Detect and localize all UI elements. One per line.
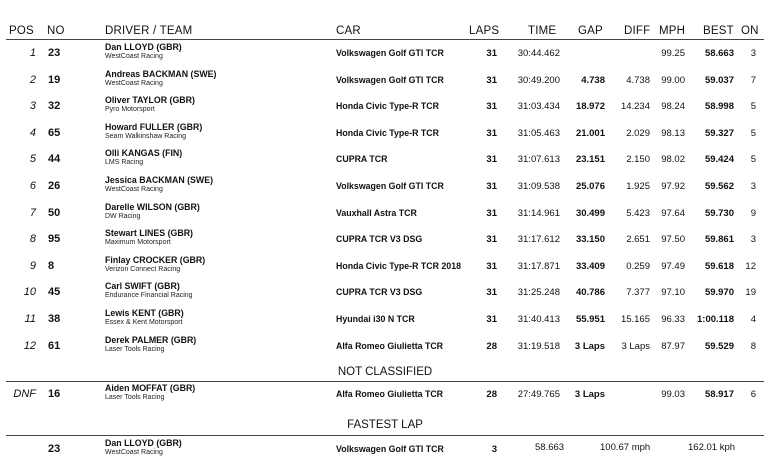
cell-diff: 2.029 [626,127,650,139]
cell-laps: 31 [486,154,497,166]
cell-gap: 33.409 [575,260,605,272]
header-gap: GAP [578,25,603,37]
cell-time: 31:05.463 [517,127,560,139]
table-row [0,93,770,120]
cell-driver: Oliver TAYLOR (GBR) [105,95,195,106]
cell-driver: Carl SWIFT (GBR) [105,281,180,292]
cell-diff: 2.150 [626,154,650,166]
header-car: CAR [336,25,361,37]
fastest-no: 23 [48,443,61,455]
cell-on: 5 [750,154,756,166]
cell-pos: 5 [29,153,36,166]
cell-pos: 8 [29,233,36,246]
header-pos: POS [9,25,34,37]
table-row [0,67,770,94]
fastest-driver: Dan LLOYD (GBR) [105,438,182,448]
cell-mph: 99.25 [661,48,685,59]
cell-no: 19 [48,73,61,86]
cell-gap: 33.150 [575,234,605,246]
cell-driver: Jessica BACKMAN (SWE) [105,175,214,185]
cell-mph: 97.50 [661,234,685,246]
cell-on: 4 [750,314,756,325]
cell-diff: 15.165 [620,314,650,325]
header-laps: LAPS [469,25,500,37]
dnf-time: 27:49.765 [517,389,560,400]
dnf-team: Laser Tools Racing [105,394,165,401]
table-row [0,306,770,333]
cell-gap: 40.786 [575,287,605,299]
cell-gap: 4.738 [581,74,605,86]
cell-gap: 3 Laps [574,340,605,352]
cell-gap: 18.972 [575,101,605,113]
cell-driver: Derek PALMER (GBR) [105,334,197,345]
cell-team: Pyro Motorsport [105,106,155,114]
dnf-on: 6 [750,389,756,400]
cell-mph: 98.02 [661,154,685,166]
cell-time: 31:40.413 [517,314,560,325]
cell-laps: 31 [486,234,497,246]
cell-mph: 87.97 [661,340,685,352]
cell-gap: 25.076 [575,181,605,192]
cell-on: 5 [750,127,756,139]
cell-no: 26 [48,180,61,192]
cell-no: 44 [48,153,61,166]
cell-driver: Olli KANGAS (FIN) [105,148,183,159]
dnf-best: 58.917 [704,389,734,400]
dnf-no: 16 [48,388,61,400]
cell-team: WestCoast Racing [105,79,163,87]
header-no: NO [47,25,65,37]
fastest-mph: 100.67 mph [600,442,651,453]
cell-pos: 6 [29,180,36,192]
cell-team: WestCoast Racing [105,53,163,60]
dnf-laps: 28 [486,389,497,400]
header-diff: DIFF [624,25,651,37]
cell-laps: 31 [486,127,497,139]
dnf-gap: 3 Laps [574,389,605,400]
cell-team: LMS Racing [105,159,144,167]
cell-best: 58.998 [704,101,734,113]
cell-car: Volkswagen Golf GTI TCR [336,181,444,191]
cell-laps: 31 [486,260,497,272]
fastest-lap-title: FASTEST LAP [347,419,423,431]
cell-driver: Finlay CROCKER (GBR) [105,254,206,265]
cell-driver: Lewis KENT (GBR) [105,308,184,318]
cell-driver: Howard FULLER (GBR) [105,121,203,132]
fastest-kph: 162.01 kph [688,442,736,453]
cell-no: 38 [48,313,61,325]
cell-car: Volkswagen Golf GTI TCR [336,74,444,85]
cell-time: 30:44.462 [517,48,560,59]
cell-car: Alfa Romeo Giulietta TCR [336,340,444,351]
cell-best: 59.730 [704,207,734,219]
cell-car: CUPRA TCR V3 DSG [336,287,423,298]
cell-diff: 14.234 [620,101,650,113]
cell-on: 7 [750,74,756,86]
cell-car: Vauxhall Astra TCR [336,207,417,218]
cell-no: 45 [48,286,61,299]
table-row [0,226,770,253]
cell-best: 59.970 [704,287,734,299]
cell-gap: 55.951 [575,314,605,325]
cell-laps: 31 [486,207,497,219]
cell-pos: 11 [24,313,36,325]
cell-on: 19 [745,287,756,299]
cell-laps: 31 [486,287,497,299]
cell-pos: 7 [29,206,36,219]
cell-no: 65 [48,126,61,139]
dnf-mph: 99.03 [661,389,685,400]
cell-diff: 0.259 [626,260,650,272]
table-row [0,146,770,173]
cell-mph: 98.13 [661,127,685,139]
cell-no: 8 [48,259,55,272]
cell-car: CUPRA TCR V3 DSG [336,234,423,245]
cell-pos: 12 [23,339,36,352]
dnf-pos: DNF [13,388,36,400]
not-classified-title: NOT CLASSIFIED [337,366,433,378]
cell-best: 1:00.118 [697,314,734,325]
cell-car: Honda Civic Type-R TCR [336,101,439,112]
cell-laps: 31 [486,314,497,325]
table-row [0,120,770,147]
cell-mph: 97.49 [661,260,685,272]
cell-pos: 9 [29,259,36,272]
cell-no: 23 [48,47,61,59]
cell-pos: 10 [23,286,36,299]
cell-time: 31:07.613 [517,154,560,166]
cell-time: 31:09.538 [517,181,560,192]
cell-team: Laser Tools Racing [105,345,165,353]
cell-team: Endurance Financial Racing [105,292,193,300]
header-driver: DRIVER / TEAM [105,25,193,37]
fastest-lap-number: 3 [491,444,497,455]
cell-best: 59.424 [704,154,734,166]
cell-team: Essex & Kent Motorsport [105,319,183,326]
header-best: BEST [703,25,734,37]
header-time: TIME [528,25,557,37]
cell-time: 31:14.961 [517,207,560,219]
cell-gap: 30.499 [575,207,605,219]
dnf-car: Alfa Romeo Giulietta TCR [336,389,444,399]
cell-team: Verizon Connect Racing [105,265,181,273]
cell-best: 59.037 [704,74,734,86]
cell-no: 61 [48,339,61,352]
cell-diff: 1.925 [626,181,650,192]
cell-pos: 4 [29,126,36,139]
fastest-car: Volkswagen Golf GTI TCR [336,444,444,454]
cell-time: 30:49.200 [517,74,560,86]
cell-time: 31:17.612 [517,234,560,246]
cell-best: 59.562 [704,181,734,192]
cell-car: Honda Civic Type-R TCR [336,127,439,138]
cell-pos: 3 [29,100,36,113]
cell-time: 31:03.434 [517,101,560,113]
cell-no: 50 [48,206,61,219]
cell-laps: 31 [486,48,497,59]
cell-no: 32 [48,100,61,113]
cell-pos: 2 [29,73,36,86]
cell-gap: 23.151 [575,154,605,166]
cell-mph: 97.10 [661,287,685,299]
cell-laps: 31 [486,101,497,113]
cell-time: 31:19.518 [517,340,560,352]
cell-mph: 97.92 [661,181,685,192]
cell-on: 3 [750,48,756,59]
cell-mph: 99.00 [661,74,685,86]
header-mph: MPH [659,25,686,37]
cell-best: 59.861 [704,234,734,246]
cell-best: 58.663 [704,48,734,59]
cell-diff: 5.423 [626,207,650,219]
cell-on: 9 [750,207,756,219]
cell-team: Seam Walkinshaw Racing [105,132,187,140]
fastest-team: WestCoast Racing [105,449,163,456]
cell-driver: Andreas BACKMAN (SWE) [105,68,217,79]
cell-laps: 28 [486,340,497,352]
cell-driver: Dan LLOYD (GBR) [105,42,182,52]
table-row [0,253,770,280]
table-row [0,279,770,306]
cell-diff: 7.377 [626,287,650,299]
cell-no: 95 [48,233,61,246]
cell-pos: 1 [29,47,36,59]
cell-driver: Darelle WILSON (GBR) [105,201,200,212]
cell-time: 31:17.871 [517,260,560,272]
cell-mph: 98.24 [661,101,685,113]
cell-on: 8 [750,340,756,352]
fastest-lap-row [0,436,770,463]
table-row [0,173,770,200]
cell-best: 59.618 [704,260,734,272]
cell-best: 59.327 [704,127,734,139]
cell-car: CUPRA TCR [336,154,388,165]
fastest-time: 58.663 [535,442,565,453]
cell-team: DW Racing [105,212,141,220]
table-row [0,40,770,67]
cell-team: Maximum Motorsport [105,239,171,247]
cell-on: 3 [750,181,756,192]
cell-laps: 31 [486,181,497,192]
table-row [0,200,770,227]
table-row [0,333,770,360]
dnf-row [0,381,770,408]
cell-car: Honda Civic Type-R TCR 2018 [336,260,461,271]
cell-diff: 4.738 [626,74,650,86]
cell-mph: 97.64 [661,207,685,219]
cell-driver: Stewart LINES (GBR) [105,228,193,239]
cell-gap: 21.001 [575,127,605,139]
cell-on: 12 [745,260,756,272]
cell-laps: 31 [486,74,497,86]
cell-diff: 3 Laps [621,340,650,352]
cell-best: 59.529 [704,340,734,352]
cell-time: 31:25.248 [517,287,560,299]
cell-mph: 96.33 [661,314,685,325]
cell-car: Volkswagen Golf GTI TCR [336,48,444,58]
header-on: ON [741,25,759,37]
cell-team: WestCoast Racing [105,186,163,193]
cell-car: Hyundai i30 N TCR [336,314,415,324]
cell-diff: 2.651 [626,234,650,246]
cell-on: 5 [750,101,756,113]
dnf-driver: Aiden MOFFAT (GBR) [105,383,196,393]
cell-on: 3 [750,234,756,246]
